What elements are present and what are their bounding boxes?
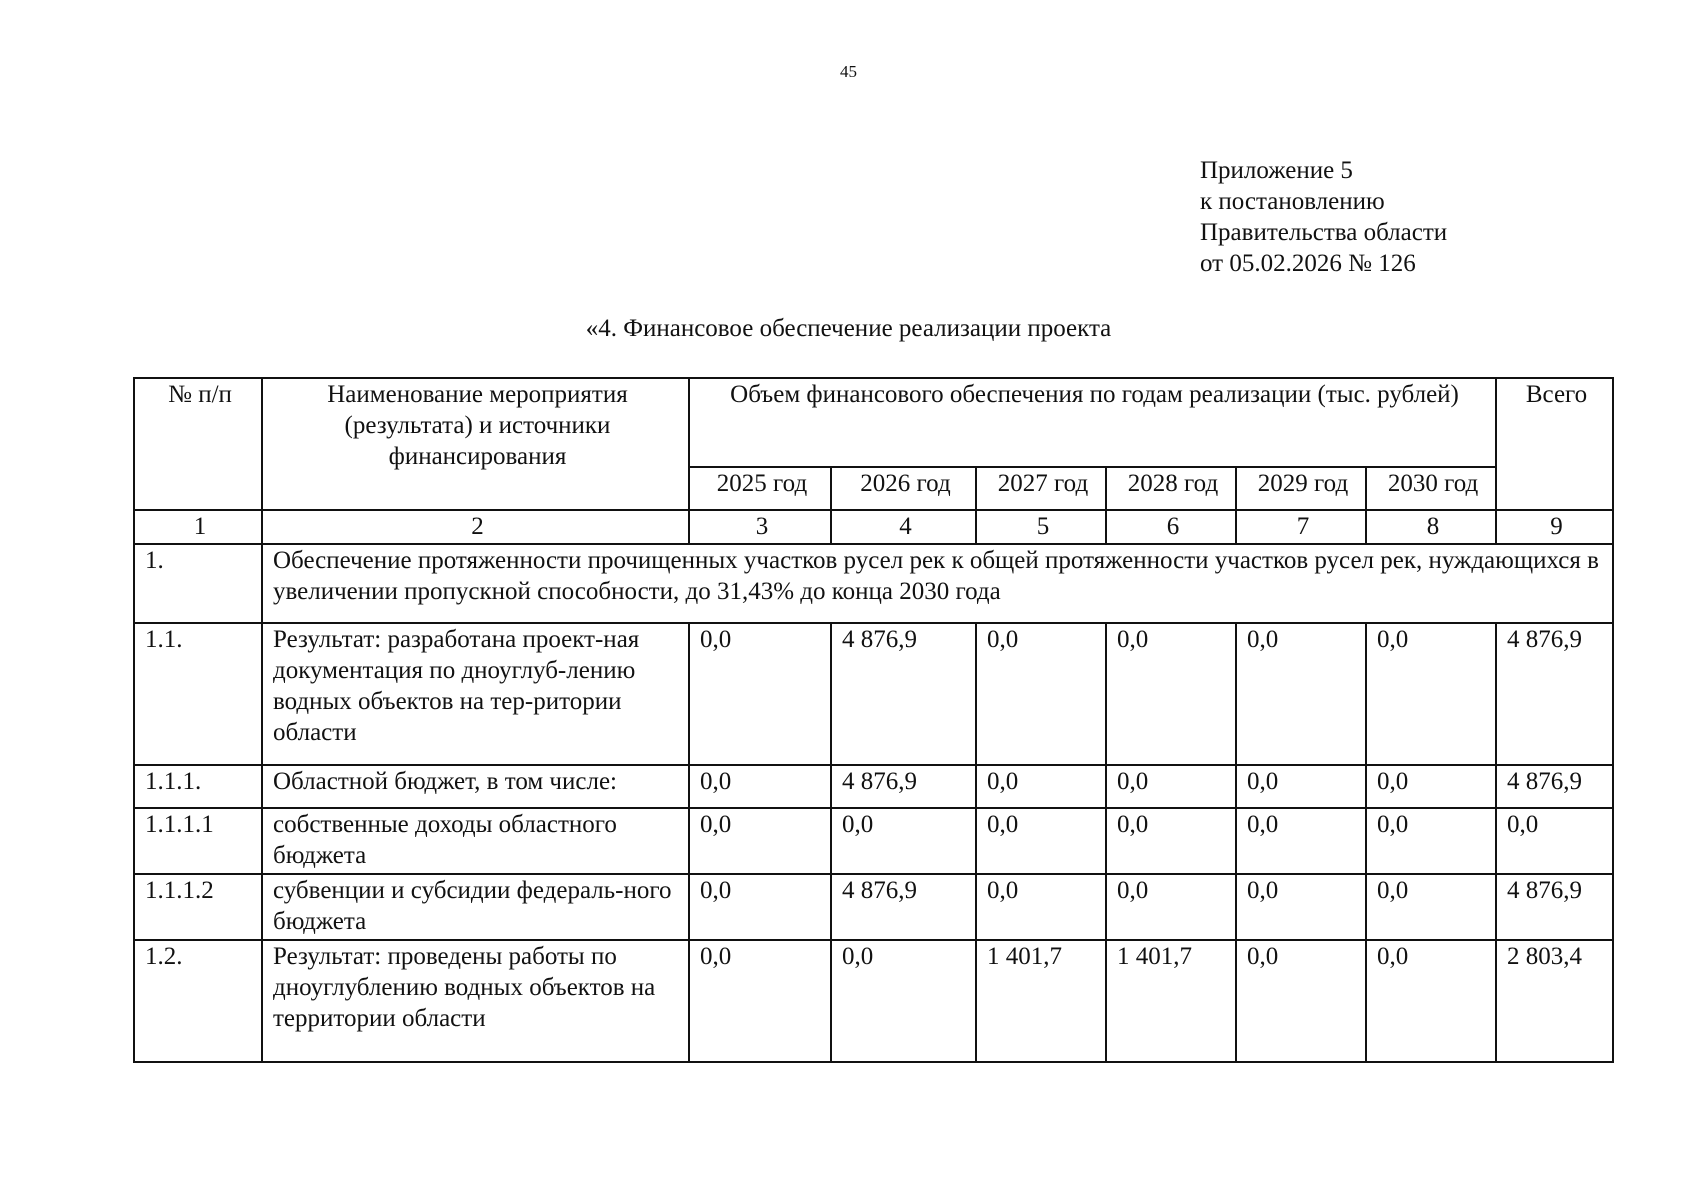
row-value-2029: 0,0 xyxy=(1236,623,1366,765)
table-row xyxy=(134,874,1613,940)
goal-text: Обеспечение протяженности прочищенных участков русел рек к общей протяженности участков русел рек, нуждающихся в увеличении пропускной способности, до 31,43% до конца 2030 года xyxy=(262,544,1613,623)
row-name: Результат: проведены работы по дноуглублению водных объектов на территории области xyxy=(262,940,689,1062)
row-value-2030: 0,0 xyxy=(1366,623,1496,765)
appendix-line-3: Правительства области xyxy=(1200,219,1448,246)
page-number: 45 xyxy=(840,62,857,81)
row-value-2029: 0,0 xyxy=(1236,874,1366,940)
row-total: 4 876,9 xyxy=(1496,623,1613,765)
row-value-2027: 0,0 xyxy=(976,623,1106,765)
appendix-line-2: к постановлению xyxy=(1200,188,1385,215)
row-name: Областной бюджет, в том числе: xyxy=(262,765,689,808)
header-row xyxy=(134,378,1613,467)
row-name: субвенции и субсидии федераль-ного бюджета xyxy=(262,874,689,940)
row-value-2029: 0,0 xyxy=(1236,765,1366,808)
row-value-2030: 0,0 xyxy=(1366,940,1496,1062)
row-value-2027: 1 401,7 xyxy=(976,940,1106,1062)
header-year-2026: 2026 год xyxy=(831,467,976,510)
row-value-2029: 0,0 xyxy=(1236,808,1366,874)
header-num: № п/п xyxy=(134,378,262,510)
row-name: собственные доходы областного бюджета xyxy=(262,808,689,874)
row-num: 1.1.1.1 xyxy=(134,808,262,874)
header-total: Всего xyxy=(1496,378,1613,510)
header-year-2027: 2027 год xyxy=(976,467,1106,510)
row-value-2027: 0,0 xyxy=(976,808,1106,874)
row-total: 0,0 xyxy=(1496,808,1613,874)
row-value-2025: 0,0 xyxy=(689,808,831,874)
goal-row xyxy=(134,544,1613,623)
row-value-2025: 0,0 xyxy=(689,940,831,1062)
row-value-2026: 4 876,9 xyxy=(831,874,976,940)
table-row xyxy=(134,940,1613,1062)
row-value-2025: 0,0 xyxy=(689,623,831,765)
row-value-2030: 0,0 xyxy=(1366,874,1496,940)
financing-table xyxy=(133,377,1614,1063)
section-title: «4. Финансовое обеспечение реализации проекта xyxy=(585,315,1112,342)
row-num: 1.1.1.2 xyxy=(134,874,262,940)
row-value-2028: 0,0 xyxy=(1106,874,1236,940)
row-value-2027: 0,0 xyxy=(976,765,1106,808)
row-value-2029: 0,0 xyxy=(1236,940,1366,1062)
row-num: 1.1. xyxy=(134,623,262,765)
column-number: 6 xyxy=(1106,510,1236,544)
row-value-2028: 0,0 xyxy=(1106,623,1236,765)
row-value-2028: 0,0 xyxy=(1106,765,1236,808)
table-row xyxy=(134,623,1613,765)
column-number: 9 xyxy=(1496,510,1613,544)
appendix-line-1: Приложение 5 xyxy=(1200,157,1353,184)
row-value-2026: 4 876,9 xyxy=(831,765,976,808)
row-value-2025: 0,0 xyxy=(689,874,831,940)
appendix-block xyxy=(1200,155,1447,279)
column-number: 7 xyxy=(1236,510,1366,544)
row-name: Результат: разработана проект-ная документация по дноуглуб-лению водных объектов на тер-ритории области xyxy=(262,623,689,765)
row-value-2026: 4 876,9 xyxy=(831,623,976,765)
row-total: 2 803,4 xyxy=(1496,940,1613,1062)
header-year-2030: 2030 год xyxy=(1366,467,1496,510)
column-number: 3 xyxy=(689,510,831,544)
row-value-2028: 1 401,7 xyxy=(1106,940,1236,1062)
row-value-2030: 0,0 xyxy=(1366,765,1496,808)
row-value-2026: 0,0 xyxy=(831,808,976,874)
header-year-2028: 2028 год xyxy=(1106,467,1236,510)
table-row xyxy=(134,808,1613,874)
table-row xyxy=(134,765,1613,808)
header-volume: Объем финансового обеспечения по годам реализации (тыс. рублей) xyxy=(689,378,1496,467)
column-number: 5 xyxy=(976,510,1106,544)
column-number: 1 xyxy=(134,510,262,544)
appendix-line-4: от 05.02.2026 № 126 xyxy=(1200,250,1416,277)
row-total: 4 876,9 xyxy=(1496,874,1613,940)
goal-num: 1. xyxy=(134,544,262,623)
column-number: 8 xyxy=(1366,510,1496,544)
row-value-2028: 0,0 xyxy=(1106,808,1236,874)
row-num: 1.2. xyxy=(134,940,262,1062)
header-name: Наименование мероприятия (результата) и источники финансирования xyxy=(262,378,689,510)
column-number: 4 xyxy=(831,510,976,544)
row-num: 1.1.1. xyxy=(134,765,262,808)
header-year-2029: 2029 год xyxy=(1236,467,1366,510)
row-total: 4 876,9 xyxy=(1496,765,1613,808)
row-value-2027: 0,0 xyxy=(976,874,1106,940)
column-numbers-row xyxy=(134,510,1613,544)
row-value-2030: 0,0 xyxy=(1366,808,1496,874)
header-year-2025: 2025 год xyxy=(689,467,831,510)
row-value-2026: 0,0 xyxy=(831,940,976,1062)
row-value-2025: 0,0 xyxy=(689,765,831,808)
column-number: 2 xyxy=(262,510,689,544)
